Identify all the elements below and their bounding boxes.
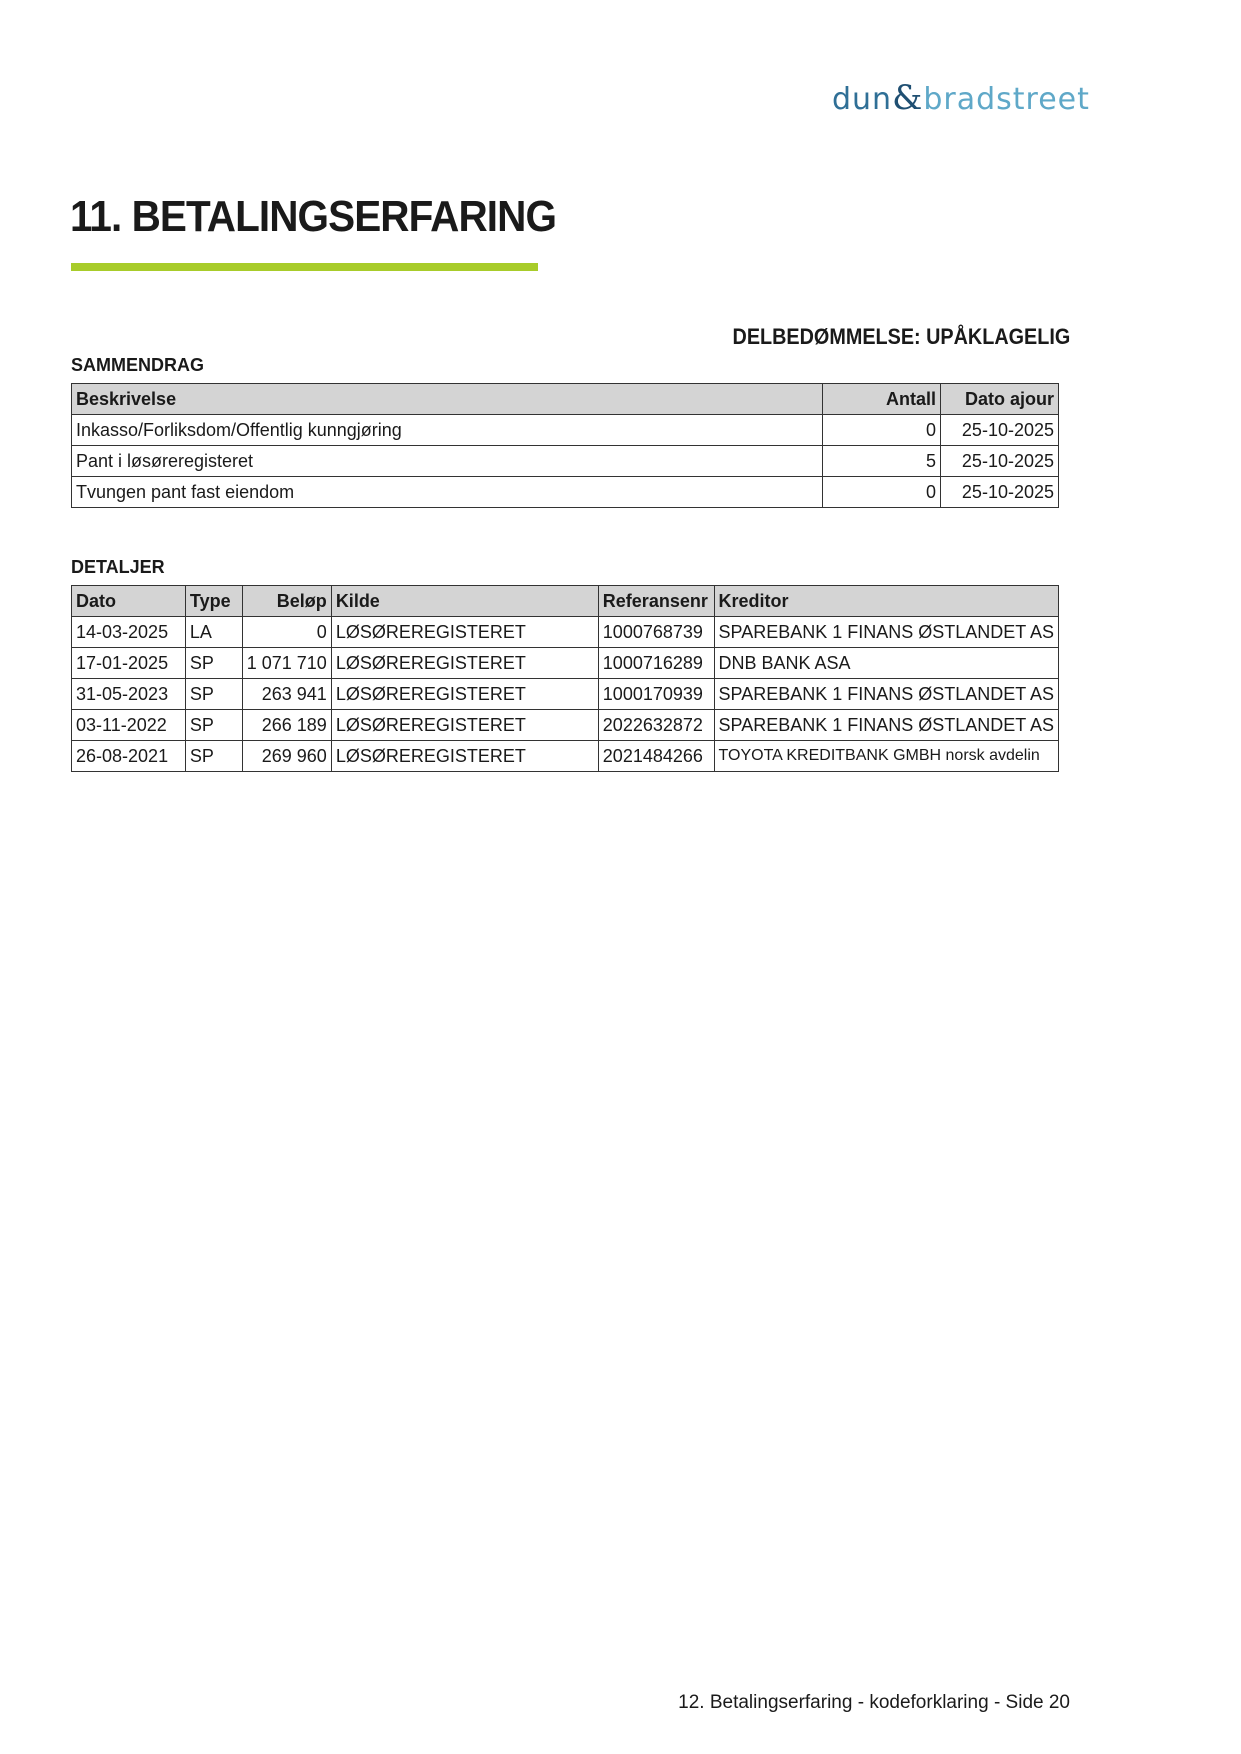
details-cell-type: SP bbox=[185, 710, 242, 741]
summary-cell-date: 25-10-2025 bbox=[941, 477, 1059, 508]
details-cell-source: LØSØREREGISTERET bbox=[331, 710, 598, 741]
details-cell-date: 26-08-2021 bbox=[72, 741, 186, 772]
details-label: DETALJER bbox=[71, 557, 165, 577]
logo-text-dun: dun bbox=[832, 82, 893, 117]
details-cell-type: SP bbox=[185, 679, 242, 710]
table-row bbox=[72, 415, 1059, 446]
details-cell-source: LØSØREREGISTERET bbox=[331, 617, 598, 648]
table-row bbox=[72, 446, 1059, 477]
header-belop: Beløp bbox=[242, 586, 331, 617]
details-cell-amount: 0 bbox=[242, 617, 331, 648]
details-cell-date: 03-11-2022 bbox=[72, 710, 186, 741]
rating-heading: DELBEDØMMELSE: UPÅKLAGELIG bbox=[732, 324, 1070, 349]
details-cell-creditor: DNB BANK ASA bbox=[714, 648, 1058, 679]
header-beskrivelse: Beskrivelse bbox=[72, 384, 823, 415]
details-cell-amount: 1 071 710 bbox=[242, 648, 331, 679]
table-row bbox=[72, 710, 1059, 741]
summary-label: SAMMENDRAG bbox=[71, 355, 204, 375]
details-cell-date: 31-05-2023 bbox=[72, 679, 186, 710]
details-table bbox=[71, 585, 1059, 772]
header-type: Type bbox=[185, 586, 242, 617]
header-referansenr: Referansenr bbox=[598, 586, 714, 617]
summary-cell-date: 25-10-2025 bbox=[941, 446, 1059, 477]
page-title: 11. BETALINGSERFARING bbox=[70, 192, 557, 241]
details-cell-source: LØSØREREGISTERET bbox=[331, 648, 598, 679]
table-row bbox=[72, 648, 1059, 679]
dnb-logo bbox=[832, 78, 1090, 118]
details-cell-type: LA bbox=[185, 617, 242, 648]
details-cell-amount: 266 189 bbox=[242, 710, 331, 741]
details-cell-date: 17-01-2025 bbox=[72, 648, 186, 679]
details-cell-source: LØSØREREGISTERET bbox=[331, 741, 598, 772]
title-underline bbox=[71, 263, 538, 271]
details-cell-reference: 1000170939 bbox=[598, 679, 714, 710]
details-cell-reference: 2021484266 bbox=[598, 741, 714, 772]
header-kilde: Kilde bbox=[331, 586, 598, 617]
details-header-row bbox=[72, 586, 1059, 617]
header-dato-ajour: Dato ajour bbox=[941, 384, 1059, 415]
details-cell-creditor: SPAREBANK 1 FINANS ØSTLANDET AS bbox=[714, 617, 1058, 648]
logo-ampersand: & bbox=[892, 78, 924, 118]
summary-cell-count: 5 bbox=[823, 446, 941, 477]
details-cell-type: SP bbox=[185, 648, 242, 679]
logo-text-bradstreet: bradstreet bbox=[923, 82, 1090, 117]
details-cell-reference: 1000716289 bbox=[598, 648, 714, 679]
table-row bbox=[72, 679, 1059, 710]
header-dato: Dato bbox=[72, 586, 186, 617]
summary-cell-description: Inkasso/Forliksdom/Offentlig kunngjøring bbox=[72, 415, 823, 446]
details-cell-source: LØSØREREGISTERET bbox=[331, 679, 598, 710]
header-antall: Antall bbox=[823, 384, 941, 415]
details-cell-date: 14-03-2025 bbox=[72, 617, 186, 648]
summary-table bbox=[71, 383, 1059, 508]
details-cell-creditor: SPAREBANK 1 FINANS ØSTLANDET AS bbox=[714, 710, 1058, 741]
summary-cell-count: 0 bbox=[823, 477, 941, 508]
summary-cell-date: 25-10-2025 bbox=[941, 415, 1059, 446]
details-cell-creditor: SPAREBANK 1 FINANS ØSTLANDET AS bbox=[714, 679, 1058, 710]
details-cell-reference: 2022632872 bbox=[598, 710, 714, 741]
details-cell-amount: 269 960 bbox=[242, 741, 331, 772]
page-footer: 12. Betalingserfaring - kodeforklaring - Side 20 bbox=[678, 1692, 1070, 1713]
details-cell-amount: 263 941 bbox=[242, 679, 331, 710]
table-row bbox=[72, 617, 1059, 648]
summary-cell-description: Tvungen pant fast eiendom bbox=[72, 477, 823, 508]
table-row bbox=[72, 477, 1059, 508]
details-cell-reference: 1000768739 bbox=[598, 617, 714, 648]
details-cell-creditor: TOYOTA KREDITBANK GMBH norsk avdelin bbox=[714, 741, 1058, 772]
details-cell-type: SP bbox=[185, 741, 242, 772]
header-kreditor: Kreditor bbox=[714, 586, 1058, 617]
table-row bbox=[72, 741, 1059, 772]
summary-cell-description: Pant i løsøreregisteret bbox=[72, 446, 823, 477]
summary-cell-count: 0 bbox=[823, 415, 941, 446]
summary-header-row bbox=[72, 384, 1059, 415]
